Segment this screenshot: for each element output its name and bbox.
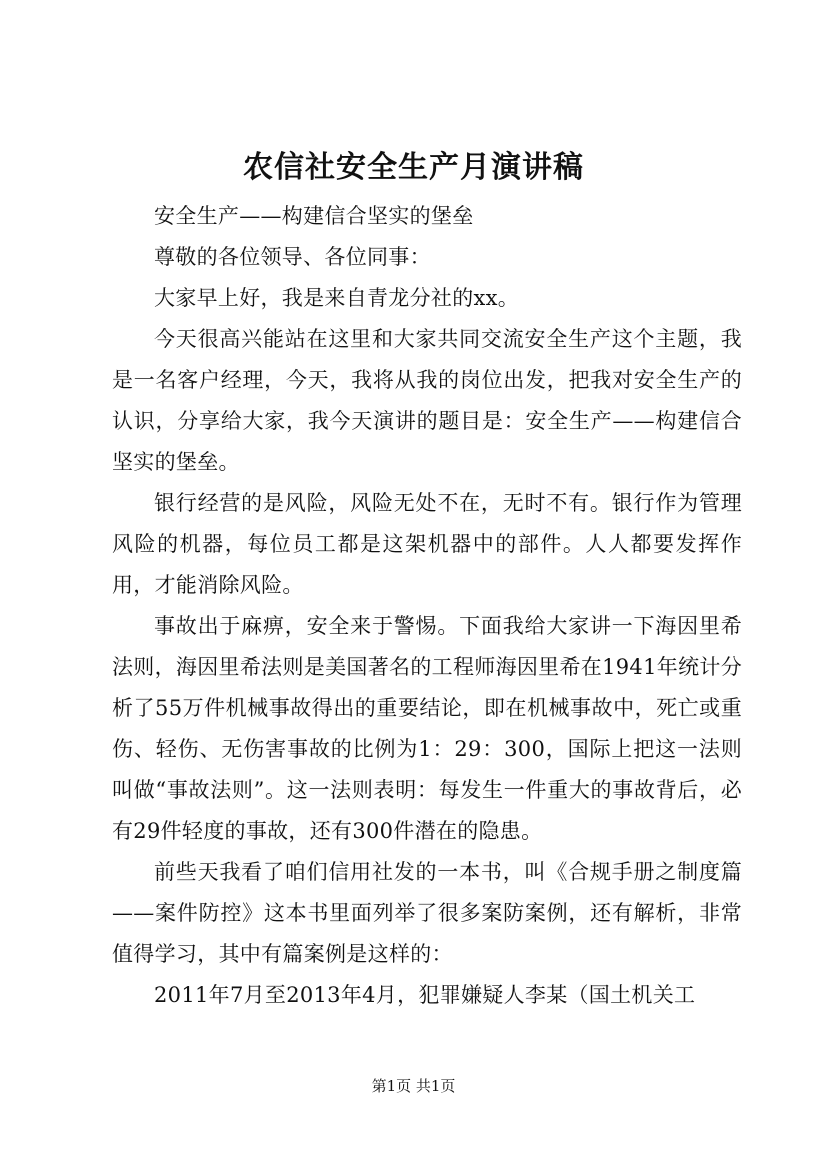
paragraph-intro: 今天很高兴能站在这里和大家共同交流安全生产这个主题，我是一名客户经理，今天，我将从我的岗位出发，把我对安全生产的认识，分享给大家，我今天演讲的题目是：安全生产——构建信合坚实的堡垒。	[112, 327, 742, 474]
paragraph-case: 2011年7月至2013年4月，犯罪嫌疑人李某（国土机关工	[154, 983, 696, 1007]
paragraph-compliance-book: 前些天我看了咱们信用社发的一本书，叫《合规手册之制度篇——案件防控》这本书里面列举了很多案防案例，还有解析，非常值得学习，其中有篇案例是这样的：	[112, 860, 742, 966]
paragraph-greeting: 大家早上好，我是来自青龙分社的xx。	[154, 286, 520, 310]
paragraph-salutation: 尊敬的各位领导、各位同事：	[154, 245, 431, 269]
paragraph-heinrich-law: 事故出于麻痹，安全来于警惕。下面我给大家讲一下海因里希法则，海因里希法则是美国著名的工程师海因里希在1941年统计分析了55万件机械事故得出的重要结论，即在机械事故中，死亡或重伤、轻伤、无伤害事故的比例为1：29：300，国际上把这一法则叫做“事故法则”。这一法则表明：每发生一件重大的事故背后，必有29件轻度的事故，还有300件潜在的隐患。	[112, 614, 742, 843]
page-number-footer: 第1页 共1页	[371, 1077, 456, 1095]
paragraph-subtitle: 安全生产——构建信合坚实的堡垒	[154, 204, 474, 228]
document-title: 农信社安全生产月演讲稿	[243, 150, 584, 185]
paragraph-bank-risk: 银行经营的是风险，风险无处不在，无时不有。银行作为管理风险的机器，每位员工都是这架机器中的部件。人人都要发挥作用，才能消除风险。	[112, 491, 742, 597]
document-body	[112, 196, 742, 1016]
